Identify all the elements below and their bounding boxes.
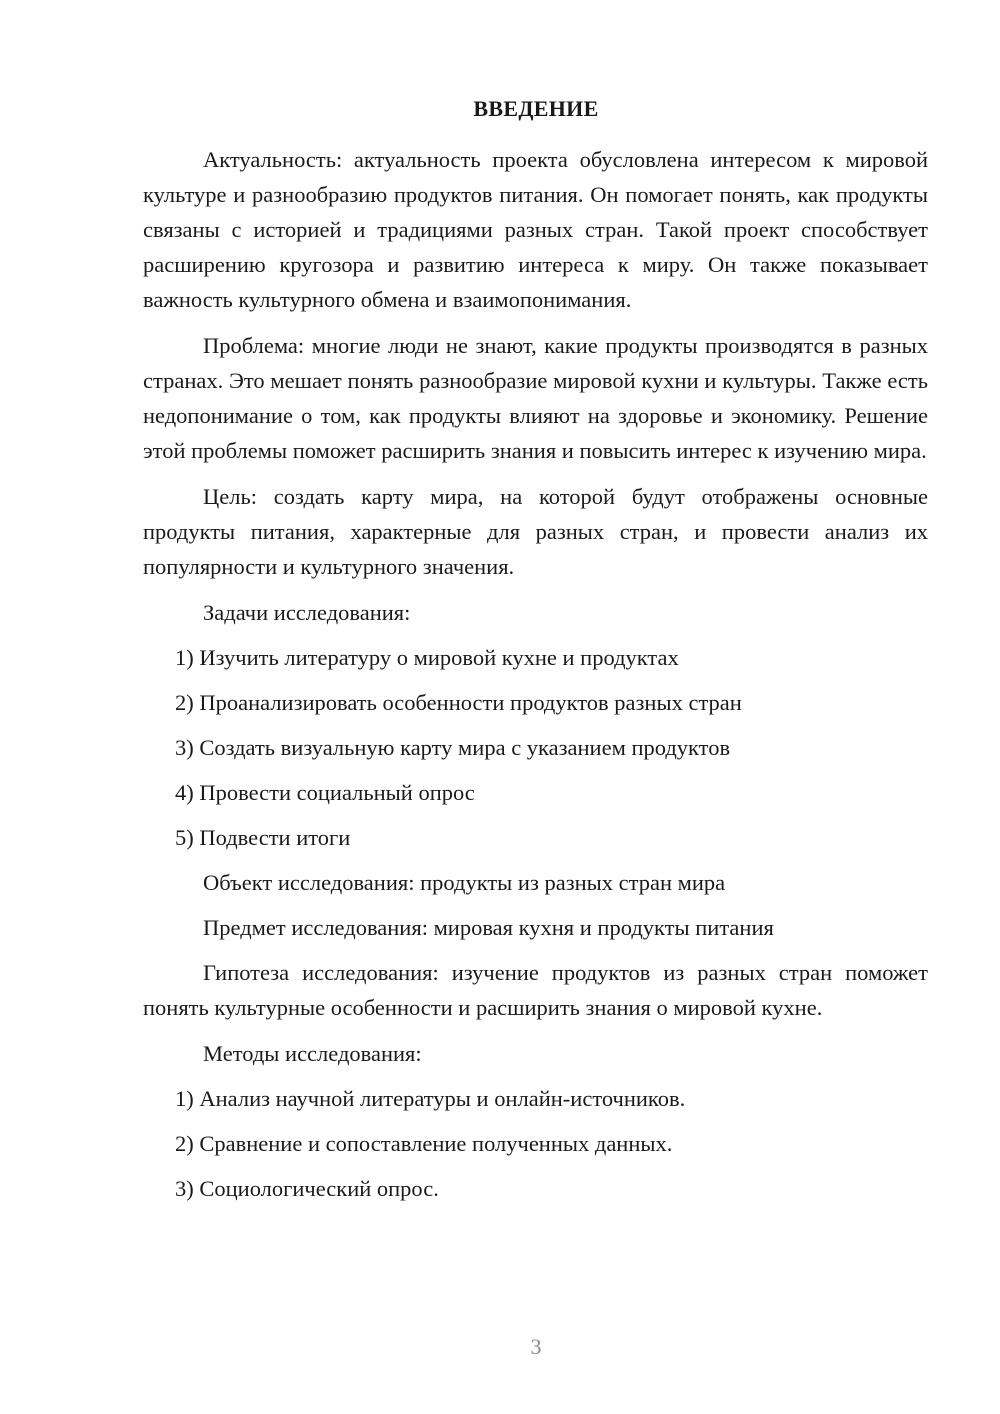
research-object: Объект исследования: продукты из разных стран мира <box>203 870 726 895</box>
list-item: 3) Создать визуальную карту мира с указанием продуктов <box>175 735 731 760</box>
page-number: 3 <box>530 1334 542 1359</box>
list-item: 4) Провести социальный опрос <box>175 780 475 805</box>
tasks-title: Задачи исследования: <box>203 600 411 625</box>
document-body <box>143 142 928 1216</box>
methods-list <box>143 1081 928 1206</box>
list-item: 1) Анализ научной литературы и онлайн-источников. <box>175 1086 686 1111</box>
list-item: 2) Сравнение и сопоставление полученных данных. <box>175 1131 673 1156</box>
methods-title: Методы исследования: <box>203 1041 422 1066</box>
goal-paragraph: Цель: создать карту мира, на которой будут отображены основные продукты питания, характерные для разных стран, и провести анализ их популярности и культурного значения. <box>143 484 928 579</box>
hypothesis-paragraph: Гипотеза исследования: изучение продуктов из разных стран поможет понять культурные особенности и расширить знания о мировой кухне. <box>143 960 928 1020</box>
research-subject: Предмет исследования: мировая кухня и продукты питания <box>203 915 774 940</box>
list-item: 3) Социологический опрос. <box>175 1176 439 1201</box>
problem-paragraph: Проблема: многие люди не знают, какие продукты производятся в разных странах. Это мешает понять разнообразие мировой кухни и культуры. Также есть недопонимание о том, как продукты влияют на здоровье и экономику. Решение этой проблемы поможет расширить знания и повысить интерес к изучению мира. <box>143 333 928 463</box>
relevance-paragraph: Актуальность: актуальность проекта обусловлена интересом к мировой культуре и разнообразию продуктов питания. Он помогает понять, как продукты связаны с историей и традициями разных стран. Такой проект способствует расширению кругозора и развитию интереса к миру. Он также показывает важность культурного обмена и взаимопонимания. <box>143 147 928 312</box>
section-heading: ВВЕДЕНИЕ <box>473 96 599 121</box>
list-item: 1) Изучить литературу о мировой кухне и продуктах <box>175 645 679 670</box>
list-item: 5) Подвести итоги <box>175 825 351 850</box>
list-item: 2) Проанализировать особенности продуктов разных стран <box>175 690 742 715</box>
tasks-list <box>143 640 928 855</box>
